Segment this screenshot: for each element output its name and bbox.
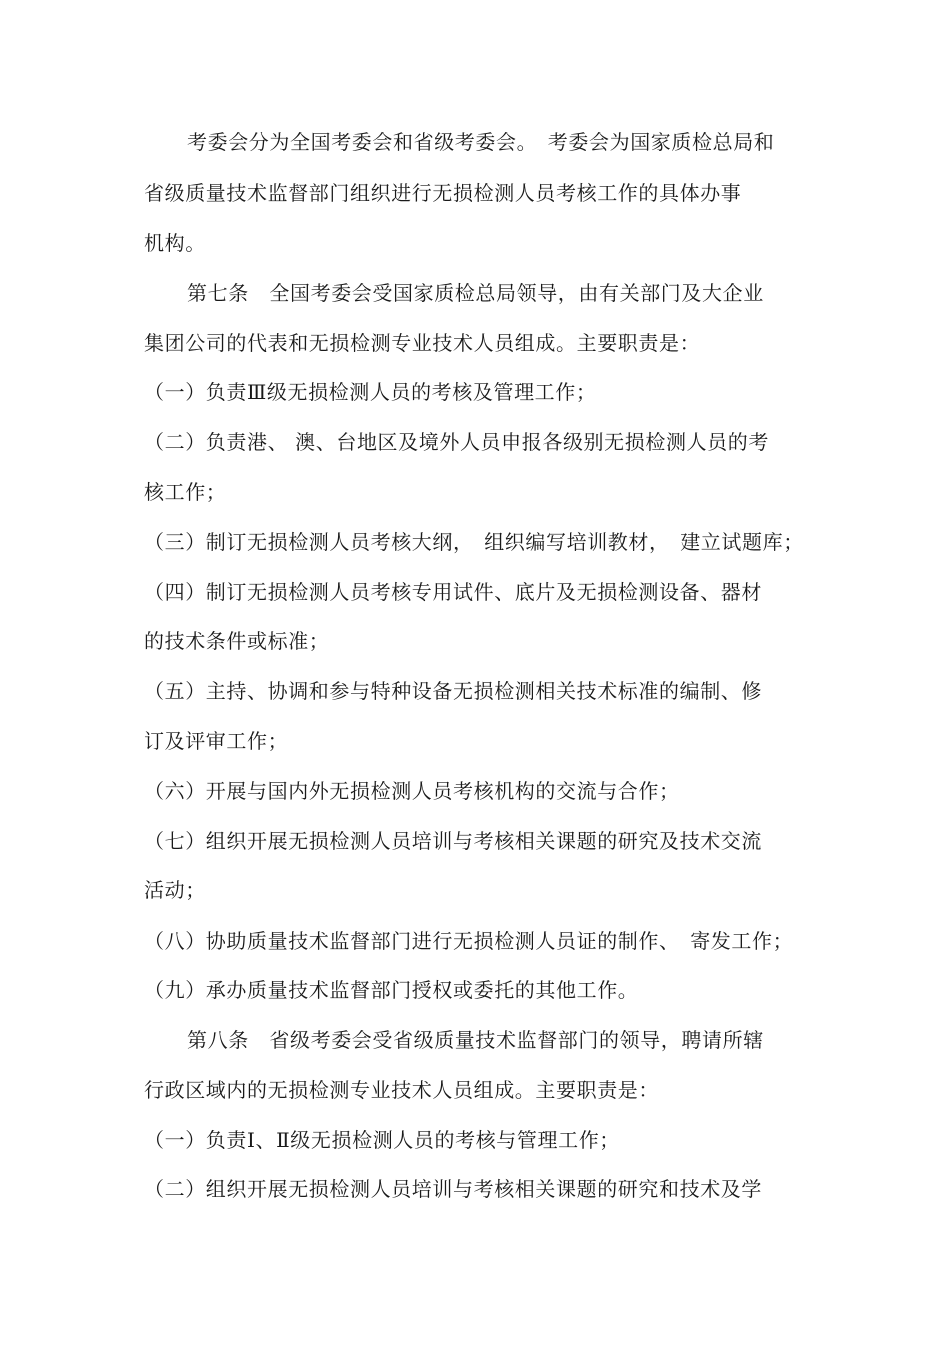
text-line: 集团公司的代表和无损检测专业技术人员组成。主要职责是： [144,331,701,355]
text-line: 机构。 [144,231,206,255]
text-line: （五）主持、协调和参与特种设备无损检测相关技术标准的编制、修 [144,679,762,703]
text-line: 订及评审工作； [144,729,289,753]
text-line: （一）负责Ⅰ、Ⅱ级无损检测人员的考核与管理工作； [144,1128,620,1152]
text-line: 第八条 省级考委会受省级质量技术监督部门的领导，聘请所辖 [187,1028,764,1052]
text-line: 行政区域内的无损检测专业技术人员组成。主要职责是： [144,1078,659,1102]
text-line: 省级质量技术监督部门组织进行无损检测人员考核工作的具体办事 [144,181,742,205]
text-line: 活动； [144,878,206,902]
text-line: （八）协助质量技术监督部门进行无损检测人员证的制作、 寄发工作； [144,929,794,953]
text-line: （三）制订无损检测人员考核大纲， 组织编写培训教材， 建立试题库； [144,530,804,554]
text-line: （九）承办质量技术监督部门授权或委托的其他工作。 [144,978,639,1002]
text-line: 的技术条件或标准； [144,629,330,653]
text-line: （六）开展与国内外无损检测人员考核机构的交流与合作； [144,779,680,803]
text-line: 考委会分为全国考委会和省级考委会。 考委会为国家质检总局和 [187,130,775,154]
text-line: 核工作； [144,480,227,504]
text-line: （二）组织开展无损检测人员培训与考核相关课题的研究和技术及学 [144,1177,762,1201]
text-line: （四）制订无损检测人员考核专用试件、底片及无损检测设备、器材 [144,580,762,604]
text-line: （一）负责Ⅲ级无损检测人员的考核及管理工作； [144,380,597,404]
text-line: （七）组织开展无损检测人员培训与考核相关课题的研究及技术交流 [144,829,762,853]
text-line: （二）负责港、 澳、台地区及境外人员申报各级别无损检测人员的考 [144,430,769,454]
text-line: 第七条 全国考委会受国家质检总局领导，由有关部门及大企业 [187,281,764,305]
